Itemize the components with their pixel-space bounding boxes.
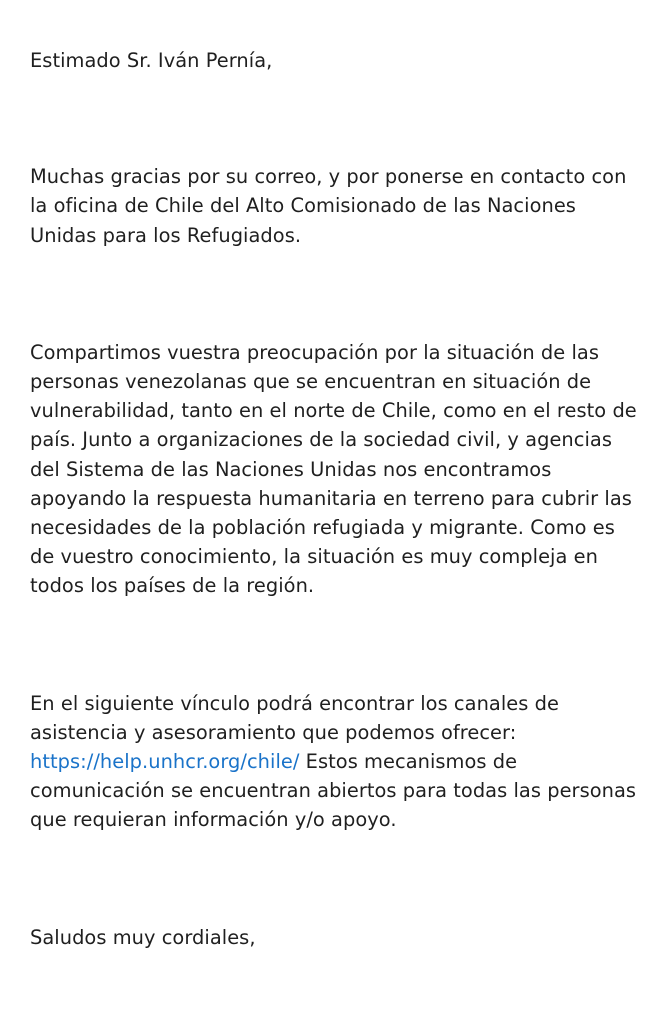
email-closing: Saludos muy cordiales, <box>30 925 256 949</box>
email-paragraph-resources <box>30 689 640 835</box>
email-paragraph-thanks: Muchas gracias por su correo, y por ponerse en contacto con la oficina de Chile del Alto Comisionado de las Naciones Unidas para los Refugiados. <box>30 165 627 247</box>
email-body <box>30 46 640 952</box>
email-greeting: Estimado Sr. Iván Pernía, <box>30 49 273 72</box>
resources-outro-text: Estos mecanismos de comunicación se encuentran abiertos para todas las personas que requieran información y/o apoyo. <box>30 750 637 832</box>
email-paragraph-concern: Compartimos vuestra preocupación por la situación de las personas venezolanas que se encuentran en situación de vulnerabilidad, tanto en el norte de Chile, como en el resto de país. Junto a organizaciones de la sociedad civil, y agencias del Sistema de las Naciones Unidas nos encontramos apoyando la respuesta humanitaria en terreno para cubrir las necesidades de la población refugiada y migrante. Como es de vuestro conocimiento, la situación es muy compleja en todos los países de la región. <box>30 340 637 598</box>
unhcr-help-link[interactable]: https://help.unhcr.org/chile/ <box>30 750 300 774</box>
resources-intro-text: En el siguiente vínculo podrá encontrar los canales de asistencia y asesoramiento que podemos ofrecer: <box>30 691 559 744</box>
